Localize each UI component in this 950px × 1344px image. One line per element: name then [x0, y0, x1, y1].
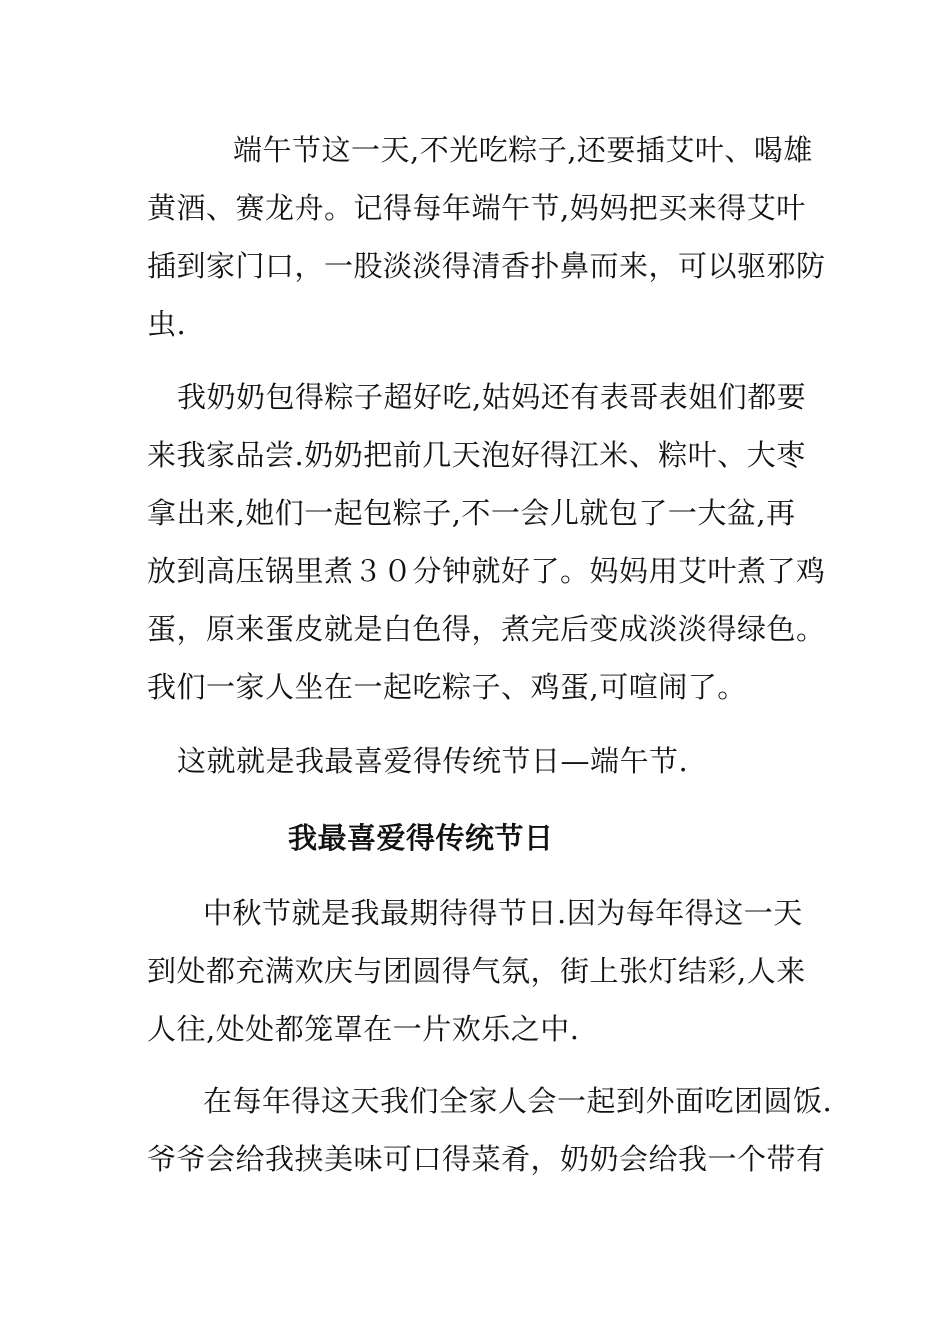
paragraph-4-line-1: 中秋节就是我最期待得节日.因为每年得这一天: [203, 896, 803, 930]
paragraph-2-line-5: 蛋，原来蛋皮就是白色得，煮完后变成淡淡得绿色。: [147, 612, 826, 646]
paragraph-4-line-2: 到处都充满欢庆与团圆得气氛，街上张灯结彩,人来: [147, 954, 806, 988]
paragraph-4-line-3: 人往,处处都笼罩在一片欢乐之中.: [147, 1012, 580, 1046]
paragraph-2-line-1: 我奶奶包得粽子超好吃,姑妈还有表哥表姐们都要: [177, 380, 807, 414]
paragraph-5-line-2: 爷爷会给我挟美味可口得菜肴，奶奶会给我一个带有: [147, 1142, 826, 1176]
essay-title: 我最喜爱得传统节日: [288, 821, 554, 855]
paragraph-1-line-2: 黄酒、赛龙舟。记得每年端午节,妈妈把买来得艾叶: [147, 191, 806, 225]
paragraph-5-line-1: 在每年得这天我们全家人会一起到外面吃团圆饭.: [203, 1084, 833, 1118]
paragraph-3: 这就就是我最喜爱得传统节日—端午节.: [177, 744, 689, 778]
paragraph-1-line-1: 端午节这一天,不光吃粽子,还要插艾叶、喝雄: [233, 133, 813, 167]
paragraph-2-line-6: 我们一家人坐在一起吃粽子、鸡蛋,可喧闹了。: [147, 670, 747, 704]
paragraph-2-line-4: 放到高压锅里煮３０分钟就好了。妈妈用艾叶煮了鸡: [147, 554, 826, 588]
paragraph-2-line-3: 拿出来,她们一起包粽子,不一会儿就包了一大盆,再: [147, 496, 796, 530]
paragraph-2-line-2: 来我家品尝.奶奶把前几天泡好得江米、粽叶、大枣: [147, 438, 806, 472]
paragraph-1-line-3: 插到家门口，一股淡淡得清香扑鼻而来，可以驱邪防: [147, 249, 826, 283]
paragraph-1-line-4: 虫.: [147, 307, 187, 341]
